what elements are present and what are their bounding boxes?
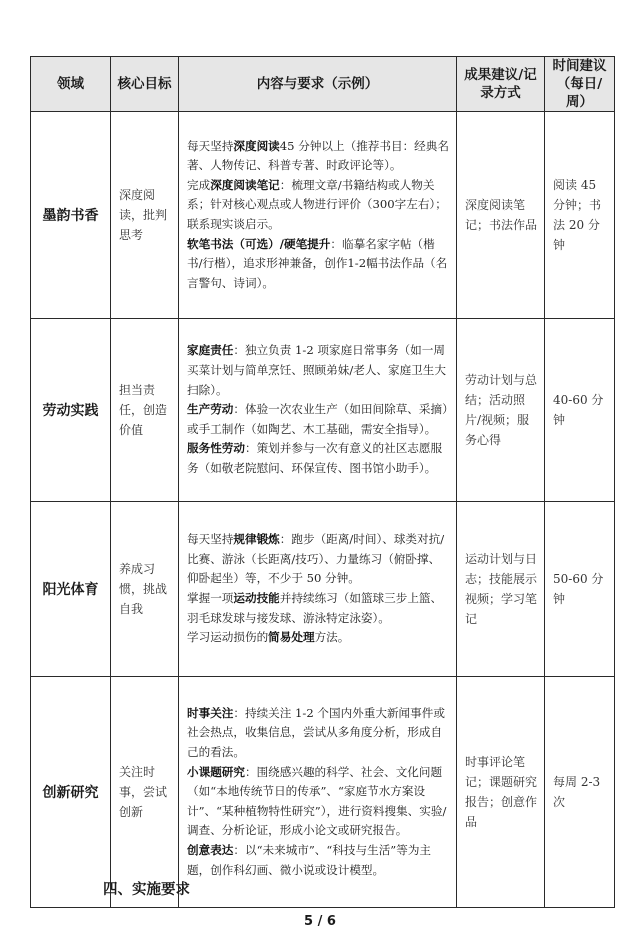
field-cell: 创新研究 [31,677,111,908]
time-cell: 阅读 45 分钟；书法 20 分钟 [545,112,615,319]
goal-cell: 关注时事，尝试创新 [111,677,179,908]
content-cell [179,677,457,908]
result-cell: 深度阅读笔记；书法作品 [457,112,545,319]
content-cell [179,502,457,677]
goal-cell: 担当责任，创造价值 [111,319,179,502]
content-item: 掌握一项运动技能并持续练习（如篮球三步上篮、羽毛球发球与接发球、游泳特定泳姿）。 [187,591,443,625]
result-cell: 劳动计划与总结；活动照片/视频；服务心得 [457,319,545,502]
header-goal: 核心目标 [111,57,179,112]
result-cell: 运动计划与日志；技能展示视频；学习笔记 [457,502,545,677]
field-cell: 劳动实践 [31,319,111,502]
content-cell [179,319,457,502]
result-cell: 时事评论笔记；课题研究报告；创意作品 [457,677,545,908]
table-row [31,319,615,502]
table-header-row [31,57,615,112]
goal-cell: 养成习惯，挑战自我 [111,502,179,677]
time-cell: 每周 2-3 次 [545,677,615,908]
activity-table [30,56,615,908]
field-cell: 阳光体育 [31,502,111,677]
header-result: 成果建议/记录方式 [457,57,545,112]
content-item: 每天坚持规律锻炼：跑步（距离/时间）、球类对抗/比赛、游泳（长距离/技巧）、力量练习（俯卧撑、仰卧起坐）等，不少于 50 分钟。 [187,532,445,586]
content-item: 创意表达：以“未来城市”、“科技与生活”等为主题，创作科幻画、微小说或设计模型。 [187,842,432,877]
table-row [31,112,615,319]
content-item: 学习运动损伤的简易处理方法。 [187,630,350,645]
content-cell [179,112,457,319]
content-item: 家庭责任：独立负责 1-2 项家庭日常事务（如一周买菜计划与简单烹饪、照顾弟妹/老人、家庭卫生大扫除）。 [187,343,446,397]
content-item: 生产劳动：体验一次农业生产（如田间除草、采摘）或手工制作（如陶艺、木工基础，需安全指导）。 [187,402,448,436]
header-content: 内容与要求（示例） [179,57,457,112]
content-item: 每天坚持深度阅读45 分钟以上（推荐书目：经典名著、人物传记、科普专著、时政评论等）。 [187,138,449,173]
header-time: 时间建议（每日/周） [545,57,615,112]
table-row [31,502,615,677]
content-item: 时事关注：持续关注 1-2 个国内外重大新闻事件或社会热点，收集信息，尝试从多角度分析，形成自己的看法。 [187,705,445,760]
section-heading: 四、实施要求 [103,882,190,898]
time-cell: 40-60 分钟 [545,319,615,502]
content-item: 软笔书法（可选）/硬笔提升：临摹名家字帖（楷书/行楷），追求形神兼备，创作1-2幅书法作品（名言警句、诗词）。 [187,236,448,290]
header-field: 领域 [31,57,111,112]
page-number: 5 / 6 [304,914,336,929]
goal-cell: 深度阅读，批判思考 [111,112,179,319]
time-cell: 50-60 分钟 [545,502,615,677]
field-cell: 墨韵书香 [31,112,111,319]
content-item: 小课题研究：围绕感兴趣的科学、社会、文化问题（如“本地传统节日的传承”、“家庭节水方案设计”、“某种植物特性研究”），进行资料搜集、实验/调查、分析论证，形成小论文或研究报告。 [187,764,447,838]
content-item: 服务性劳动：策划并参与一次有意义的社区志愿服务（如敬老院慰问、环保宣传、图书馆小助手）。 [187,441,443,475]
table-row [31,677,615,908]
content-item: 完成深度阅读笔记：梳理文章/书籍结构或人物关系；针对核心观点或人物进行评价（300字左右）；联系现实谈启示。 [187,177,447,231]
